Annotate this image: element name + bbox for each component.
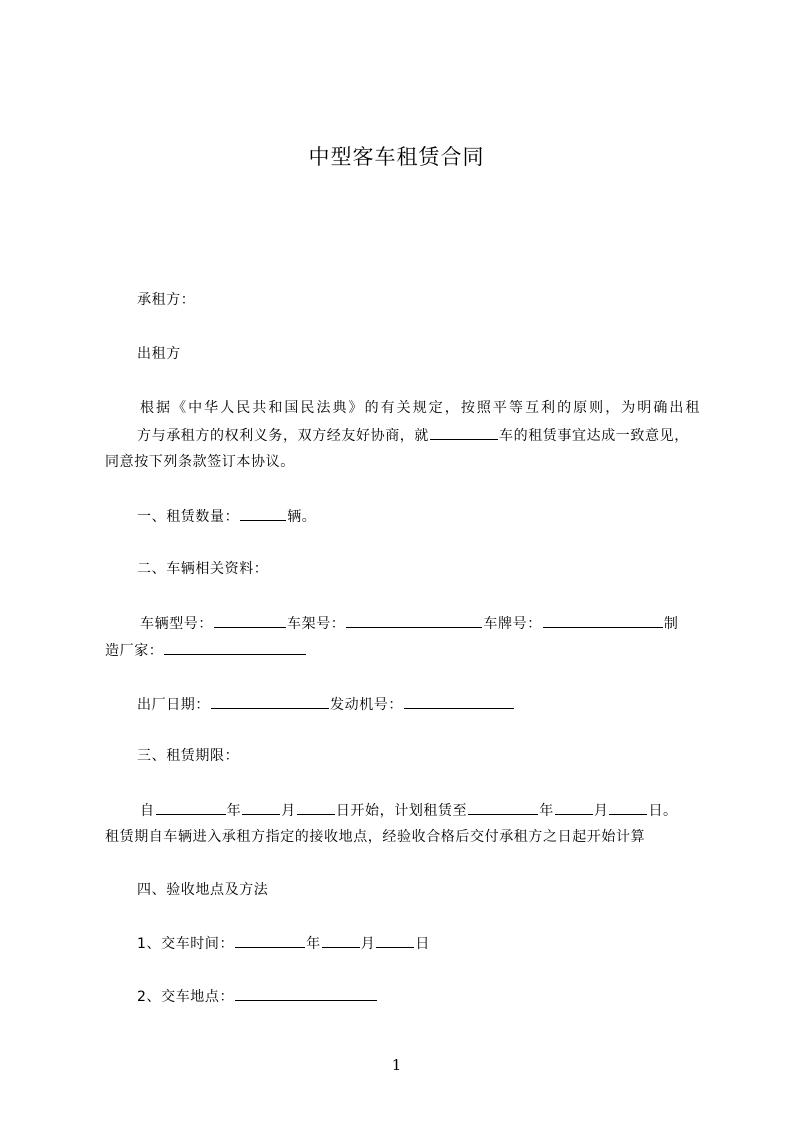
delivery-month-blank [322,933,360,948]
document-title: 中型客车租赁合同 [308,145,485,169]
section3-heading: 三、租赁期限： [137,748,240,764]
end-day-blank [609,800,647,815]
start-year-blank [156,800,226,815]
end-year-label: 年 [539,803,554,819]
plate-blank [543,613,663,628]
model-blank [214,613,286,628]
section1-line [137,506,316,527]
section2-vehicle-line [140,613,678,634]
lessee-label: 承租方： [137,292,196,308]
engine-blank [404,694,514,709]
page-number: 1 [391,1056,402,1074]
frame-label: 车架号： [287,616,346,632]
start-year-label: 年 [226,803,242,819]
section2-date-line [137,694,515,715]
delivery-time-label: 1、交车时间： [137,936,235,952]
delivery-time-line [137,933,430,954]
delivery-place-label: 2、交车地点： [137,989,235,1005]
engine-label: 发动机号： [330,697,403,713]
end-month-label: 月 [593,803,609,819]
intro-line-2-a: 方与承租方的权利义务，双方经友好协商，就 [137,428,429,444]
end-month-blank [555,800,593,815]
start-day-blank [297,800,335,815]
start-month-blank [242,800,280,815]
section2-manufacturer-line [105,640,307,661]
delivery-year-blank [235,933,305,948]
end-day-label: 日。 [648,803,678,819]
frame-blank [346,613,482,628]
section2-heading: 二、车辆相关资料： [137,561,269,577]
end-year-blank [468,800,538,815]
intro-line-3: 同意按下列条款签订本协议。 [105,454,295,470]
section4-heading: 四、验收地点及方法 [137,882,269,898]
model-label: 车辆型号： [140,616,213,632]
start-day-label: 日开始，计划租赁至 [335,803,468,819]
manufacturer-blank [164,640,306,655]
section3-period-line [140,800,678,821]
delivery-year-label: 年 [306,936,321,952]
date-blank [211,694,329,709]
delivery-day-label: 日 [415,936,430,952]
intro-line-1: 根据《中华人民共和国民法典》的有关规定，按照平等互利的原则，为明确出租 [140,400,700,416]
from-label: 自 [140,803,155,819]
section3-line-2: 租赁期自车辆进入承租方指定的接收地点，经验收合格后交付承租方之日起开始计算 [105,829,646,845]
intro-line-2 [137,425,689,446]
quantity-unit: 辆。 [287,509,317,525]
start-month-label: 月 [281,803,296,819]
manufacturer-prefix: 制 [663,616,679,632]
plate-label: 车牌号： [483,616,542,632]
quantity-label: 一、租赁数量： [137,509,240,525]
delivery-month-label: 月 [360,936,376,952]
date-label: 出厂日期： [137,697,210,713]
intro-line-2-b: 车的租赁事宜达成一致意见， [499,428,689,444]
vehicle-blank [430,425,498,440]
lessor-label: 出租方 [137,346,181,362]
delivery-day-blank [376,933,414,948]
quantity-blank [240,506,286,521]
manufacturer-label: 造厂家： [105,643,164,659]
delivery-place-line [137,986,378,1007]
delivery-place-blank [235,986,377,1001]
